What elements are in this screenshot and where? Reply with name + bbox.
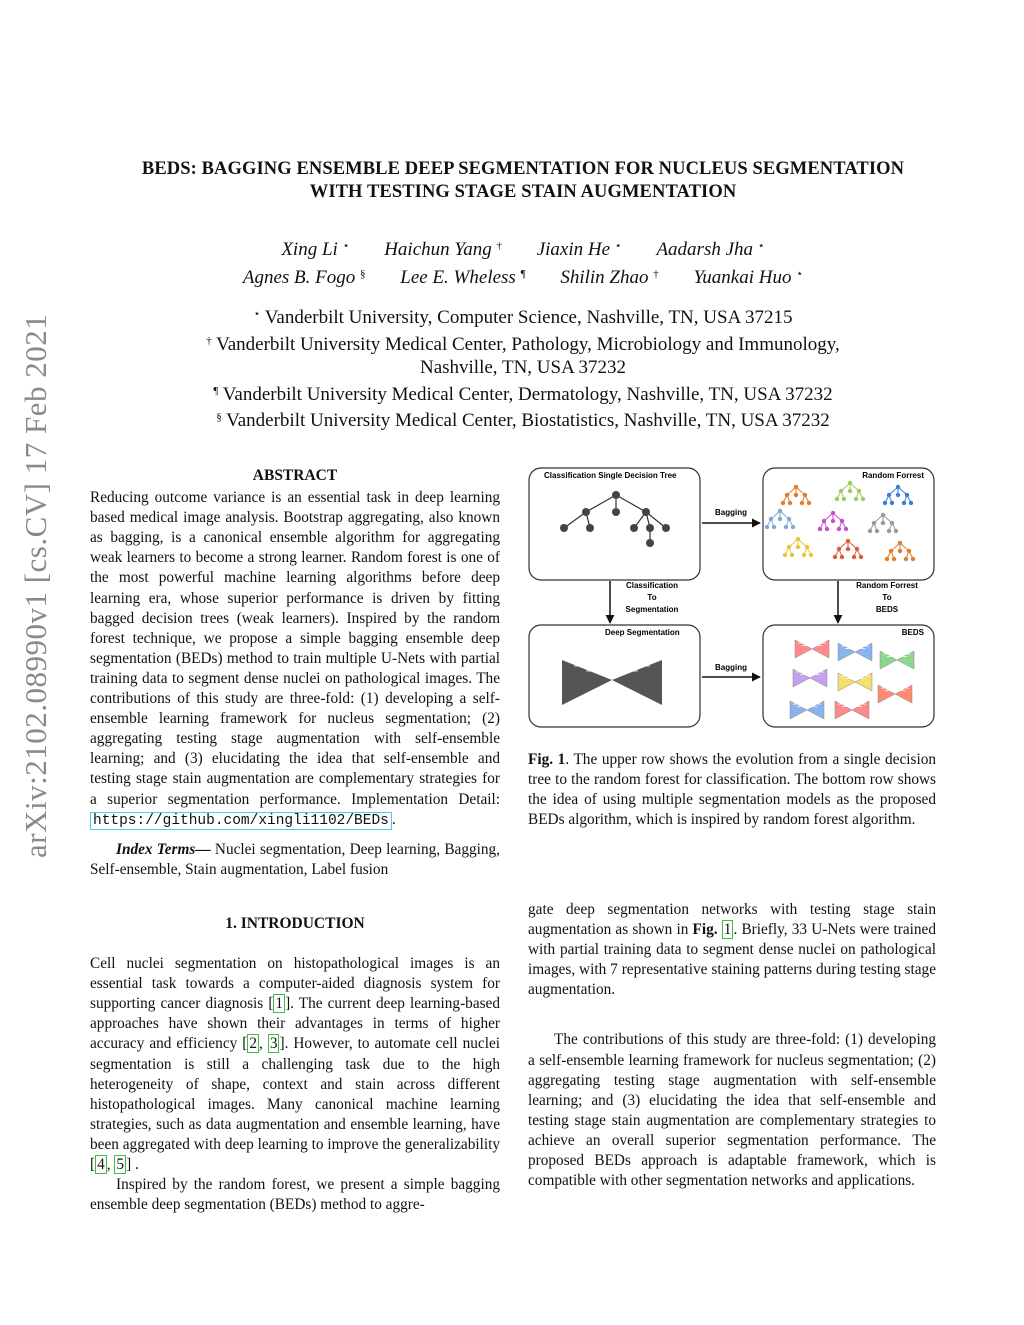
figure-caption: Fig. 1. The upper row shows the evolution from a single decision tree to the random forest for classification. The bottom row shows the idea of using multiple segmentation models as the proposed BEDs algorithm, which is inspired by random forest algorithm. xyxy=(528,751,936,829)
implementation-link[interactable]: https://github.com/xingli1102/BEDs xyxy=(90,812,392,830)
panel-single-tree xyxy=(529,468,700,580)
citation-link[interactable]: 1 xyxy=(275,995,284,1013)
affiliation-line: § Vanderbilt University Medical Center, Biostatistics, Nashville, TN, USA 37232 xyxy=(216,410,830,431)
author: Shilin Zhao † xyxy=(560,267,659,288)
intro-paragraph-2: Inspired by the random forest, we present a simple bagging ensemble deep segmentation (BEDs) method to aggre- xyxy=(90,1176,500,1214)
affiliation-line: Nashville, TN, USA 37232 xyxy=(419,357,626,378)
right-column-text xyxy=(528,900,936,1191)
citation-link[interactable]: 2 xyxy=(249,1035,257,1053)
bagging-label-bottom: Bagging xyxy=(715,663,747,672)
down-label-right: To xyxy=(882,593,892,602)
down-label-right: BEDS xyxy=(875,605,899,614)
panel-label-random-forest: Random Forrest xyxy=(862,471,924,480)
panel-label-beds: BEDS xyxy=(901,628,924,637)
figure-1 xyxy=(528,465,936,730)
author: Xing Li ⋆ xyxy=(281,239,350,260)
right-paragraph-1: gate deep segmentation networks with testing stage stain augmentation as shown in Fig. 1 . Briefly, 33 U-Nets were trained with partial training data to segment dense nuclei on pathological images, with 7 representative staining patterns during testing stage augmentation. xyxy=(528,901,936,999)
down-label-left: Segmentation xyxy=(625,605,679,614)
author: Jiaxin He ⋆ xyxy=(536,239,622,260)
affiliation-line: † Vanderbilt University Medical Center, Pathology, Microbiology and Immunology, xyxy=(206,333,840,355)
index-terms-label: Index Terms— xyxy=(116,840,211,858)
author: Lee E. Wheless ¶ xyxy=(400,267,526,288)
introduction-heading: 1. INTRODUCTION xyxy=(225,915,365,932)
citation-link[interactable]: 3 xyxy=(269,1035,278,1053)
affiliation-line: ¶ Vanderbilt University Medical Center, Dermatology, Nashville, TN, USA 37232 xyxy=(213,383,833,405)
intro-paragraph-1: Cell nuclei segmentation on histopathological images is an essential task towards a computer-aided diagnosis system for supporting cancer diagnosis [ 1 ]. The current deep learning-based approaches have shown their advantages in terms of higher accuracy and efficiency [ 2 , 3 ]. However, to automate cell nuclei segmentation is still a challenging task due to the high heterogeneity of shape, context and stain across different histopathological images. Many canonical machine learning strategies, such as data augmentation and ensemble learning, have been aggregated with deep learning to improve the generalizability [ 4 , 5 ] . xyxy=(90,955,500,1174)
introduction-section xyxy=(90,914,500,1215)
title-line-1: BEDS: BAGGING ENSEMBLE DEEP SEGMENTATION FOR NUCLEUS SEGMENTATION xyxy=(141,159,905,179)
panel-label-deep-segmentation: Deep Segmentation xyxy=(605,628,680,637)
citation-link[interactable]: 5 xyxy=(116,1156,125,1174)
affiliation-line: ⋆ Vanderbilt University, Computer Science, Nashville, TN, USA 37215 xyxy=(253,307,793,328)
panel-deep-segmentation xyxy=(529,625,700,727)
title-line-2: WITH TESTING STAGE STAIN AUGMENTATION xyxy=(309,182,737,202)
right-paragraph-2: The contributions of this study are three-fold: (1) developing a self-ensemble learning framework for nucleus segmentation; (2) aggregating testing stage augmentation with self-ensemble learning; and (3) elucidating the idea that self-ensemble and testing stage stain augmentation are complementary strategies to achieve an overall superior segmentation performance. The proposed BEDs approach is adaptable framework, which is compatible with other segmentation networks and applications. xyxy=(528,1031,936,1190)
index-terms: Index Terms— Nuclei segmentation, Deep learning, Bagging, Self-ensemble, Stain augmentation, Label fusion xyxy=(90,840,500,878)
figure-link[interactable]: 1 xyxy=(723,921,732,939)
citation-link[interactable]: 4 xyxy=(97,1156,105,1174)
down-label-right: Random Forrest xyxy=(856,581,918,590)
author: Agnes B. Fogo § xyxy=(242,267,366,288)
down-label-left: Classification xyxy=(625,581,679,590)
author: Yuankai Huo ⋆ xyxy=(693,267,804,288)
author: Aadarsh Jha ⋆ xyxy=(656,239,765,260)
panel-label-single-tree: Classification Single Decision Tree xyxy=(544,471,677,480)
paper-title xyxy=(80,158,966,204)
author: Haichun Yang † xyxy=(384,239,502,260)
caption-label: Fig. 1 xyxy=(528,751,566,768)
abstract-heading: ABSTRACT xyxy=(252,467,338,484)
figure-1-diagram xyxy=(528,465,936,730)
bagging-label-top: Bagging xyxy=(715,508,747,517)
arxiv-identifier: arXiv:2102.08990v1 [cs.CV] 17 Feb 2021 xyxy=(18,313,53,858)
abstract-body: Reducing outcome variance is an essential task in deep learning based medical image analysis. Bootstrap aggregating, also known as bagging, is a canonical ensemble algorithm for aggregating weak learners to become a strong learner. Random forest is one of the most powerful machine learning algorithms before deep learning era, whose superior performance is driven by fitting bagged decision trees (weak learners). Inspired by the random forest technique, we propose a simple bagging ensemble deep segmentation (BEDs) method to train multiple U-Nets with partial training data to segment dense nuclei on pathological images. The contributions of this study are three-fold: (1) developing a self-ensemble learning framework for nucleus segmentation; (2) aggregating testing stage augmentation with self-ensemble learning; and (3) elucidating the idea that self-ensemble and testing stage stain augmentation are complementary strategies for a superior segmentation performance. Implementation Detail: https://github.com/xingli1102/BEDs . xyxy=(90,489,500,829)
author-list xyxy=(80,234,966,290)
affiliations xyxy=(80,303,966,433)
down-label-left: To xyxy=(647,593,657,602)
abstract-section xyxy=(90,466,500,880)
